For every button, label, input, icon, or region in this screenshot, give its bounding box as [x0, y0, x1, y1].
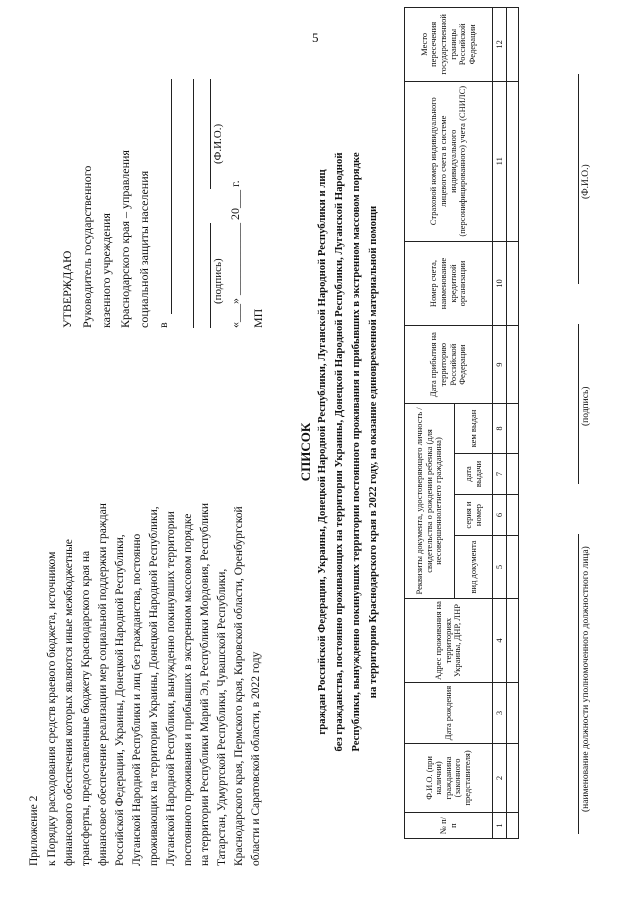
approval-line: Руководитель государственного	[80, 165, 94, 328]
table-cell	[507, 326, 519, 404]
appendix-line: Краснодарского края, Пермского края, Кировской области, Оренбургской	[233, 506, 245, 866]
header-account: Номер счета, наименование кредитной организации	[405, 241, 493, 325]
table-cell	[507, 743, 519, 812]
approval-name-label: (Ф.И.О.)	[212, 123, 224, 164]
table-cell	[507, 813, 519, 839]
table-cell	[507, 453, 519, 494]
beneficiary-table	[404, 7, 519, 839]
list-title: СПИСОК	[298, 422, 313, 482]
column-number: 6	[493, 494, 507, 535]
footer-position-line	[578, 534, 579, 834]
column-number: 1	[493, 813, 507, 839]
header-arrival-date: Дата прибытия на территорию Российской Федерации	[405, 326, 493, 404]
appendix-line: Приложение 2	[28, 795, 40, 866]
approval-line: Краснодарского края – управления	[118, 150, 132, 328]
approval-signature-line	[210, 223, 211, 328]
approval-org-underline	[171, 79, 172, 314]
header-doc-series: серия и номер	[455, 494, 493, 535]
appendix-line: на территории Республики Марий Эл, Республики Мордовия, Республики	[199, 502, 211, 866]
table-cell	[507, 683, 519, 744]
list-subtitle-line: Республики, вынужденно покинувших территории постоянного проживания и прибывших в экстренном массовом порядке	[350, 152, 362, 752]
appendix-line: Луганской Народной Республики и лиц без гражданства, постоянно	[131, 533, 143, 866]
appendix-line: Российской Федерации, Украины, Донецкой Народной Республики,	[114, 534, 126, 866]
header-birth-date: Дата рождения	[405, 683, 493, 744]
approval-title: УТВЕРЖДАЮ	[60, 250, 74, 328]
table-cell	[507, 536, 519, 599]
footer-position-label: (наименование должности уполномоченного должностного лица)	[581, 546, 591, 812]
column-number: 4	[493, 598, 507, 682]
table-cell	[507, 598, 519, 682]
column-number: 12	[493, 8, 507, 82]
appendix-line: области и Саратовской области, в 2022 году	[250, 651, 262, 866]
footer-name-line	[578, 74, 579, 284]
header-snils: Страховой номер индивидуального лицевого счета в системе индивидуального (персонифицированного) учета (СНИЛС)	[405, 81, 493, 241]
footer-signature-label: (подпись)	[581, 386, 591, 426]
appendix-line: трансферты, предоставленные бюджету Краснодарского края на	[80, 550, 92, 866]
column-number: 9	[493, 326, 507, 404]
approval-date-line: «___» ____________ 20___ г.	[228, 180, 242, 328]
column-number: 11	[493, 81, 507, 241]
appendix-line: финансовое обеспечение реализации мер социальной поддержки граждан	[97, 503, 109, 866]
table-cell	[507, 241, 519, 325]
column-number: 8	[493, 404, 507, 454]
header-doc-date: дата выдачи	[455, 453, 493, 494]
list-subtitle-line: без гражданства, постоянно проживающих на территории Украины, Донецкой Народной Республики, Луганской Народной	[333, 152, 345, 752]
approval-name-line	[210, 79, 211, 189]
table-cell	[507, 81, 519, 241]
footer-signature-line	[578, 324, 579, 484]
header-document-group: Реквизиты документа, удостоверяющего личность / свидетельства о рождении ребенка (для несовершеннолетнего гражданина)	[405, 404, 455, 599]
table-cell	[507, 8, 519, 82]
column-number: 2	[493, 743, 507, 812]
column-number: 10	[493, 241, 507, 325]
table-cell	[507, 404, 519, 454]
approval-line: казенного учреждения	[99, 213, 113, 328]
table-cell	[507, 494, 519, 535]
table-row	[507, 8, 519, 839]
approval-stamp: МП	[251, 308, 265, 328]
header-address: Адрес проживания на территориях Украины, ДНР, ЛНР	[405, 598, 493, 682]
header-fio: Ф.И.О. (при наличии) гражданина (законного представителя)	[405, 743, 493, 812]
appendix-line: проживающих на территории Украины, Донецкой Народной Республики,	[148, 506, 160, 866]
appendix-line: постоянного проживания и прибывших в экстренном массовом порядке	[182, 513, 194, 866]
approval-org-underline-2	[193, 79, 194, 328]
approval-line: социальной защиты населения	[137, 170, 151, 328]
appendix-line: Луганской Народной Республики, вынужденно покинувших территории	[165, 511, 177, 866]
column-number: 5	[493, 536, 507, 599]
page-number: 5	[312, 30, 319, 45]
approval-line: в	[156, 322, 170, 328]
appendix-line: финансового обеспечения которых являются иные межбюджетные	[63, 539, 75, 866]
header-doc-type: вид документа	[455, 536, 493, 599]
list-subtitle-line: граждан Российской Федерации, Украины, Донецкой Народной Республики, Луганской Народной Республики и лиц	[316, 169, 328, 735]
column-number: 3	[493, 683, 507, 744]
column-number: 7	[493, 453, 507, 494]
footer-name-label: (Ф.И.О.)	[581, 164, 591, 199]
header-doc-issuer: кем выдан	[455, 404, 493, 454]
header-num: № п/п	[405, 813, 493, 839]
list-subtitle-line: на территорию Краснодарского края в 2022 году, на оказание единовременной материальной помощи	[367, 205, 379, 699]
approval-signature-label: (подпись)	[212, 258, 224, 304]
header-border-place: Место пересечения государственной границы Российской Федерации	[405, 8, 493, 82]
appendix-line: к Порядку расходования средств краевого бюджета, источником	[46, 551, 58, 866]
appendix-line: Татарстан, Удмуртской Республики, Чувашской Республики,	[216, 568, 228, 866]
